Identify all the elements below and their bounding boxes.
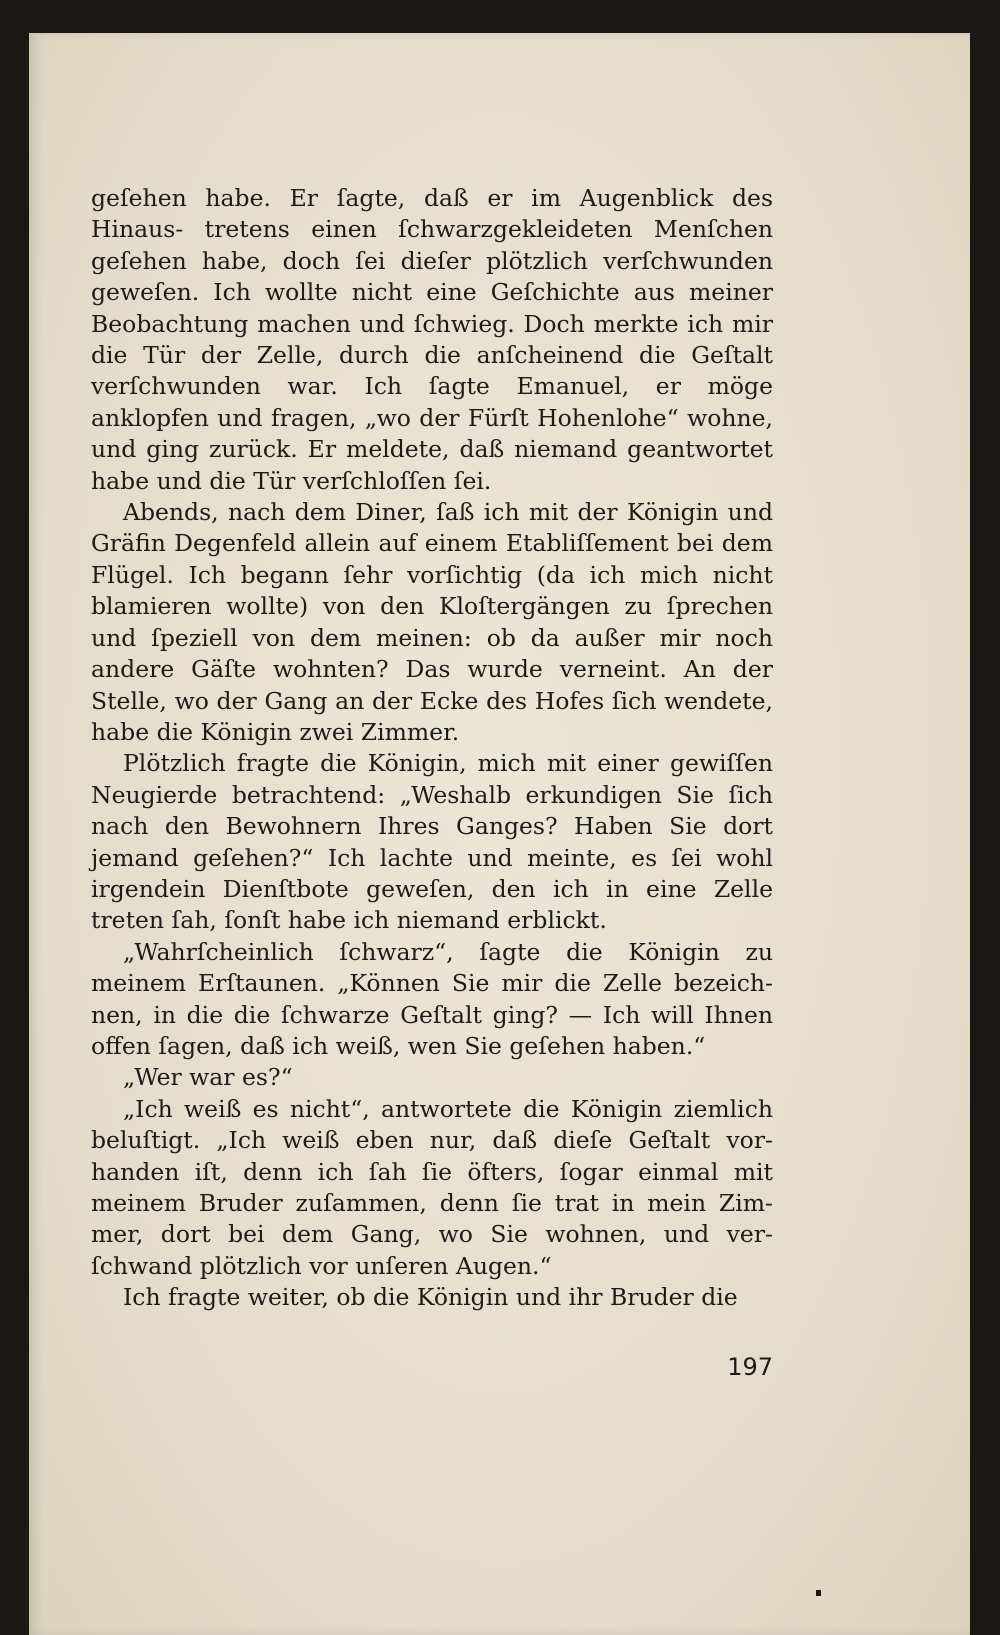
paragraph-3: Plötzlich fragte die Königin, mich mit einer gewiſſen Neugierde betrachtend: „Weshalb erkundigen Sie ſich nach den Bewohnern Ihres Ganges? Haben Sie dort jemand geſehen?“ Ich lachte und meinte, es ſei wohl irgendein Dienſtbote geweſen, den ich in eine Zelle treten ſah, ſonſt habe ich niemand erblickt. (91, 749, 773, 935)
paragraph-7: Ich fragte weiter, ob die Königin und ihr Bruder die (123, 1283, 738, 1312)
paragraph-5: „Wer war es?“ (123, 1063, 293, 1092)
paragraph-4: „Wahrſcheinlich ſchwarz“, ſagte die Königin zu meinem Erſtaunen. „Können Sie mir die Zelle bezeich- nen, in die die ſchwarze Geſtalt ging? — Ich will Ihnen offen ſagen, daß ich weiß, wen Sie geſehen haben.“ (91, 937, 773, 1060)
paragraph-2: Abends, nach dem Diner, ſaß ich mit der Königin und Gräfin Degenfeld allein auf einem Etabliſſement bei dem Flügel. Ich begann ſehr vorſichtig (da ich mich nicht blamieren wollte) von den Kloſtergängen zu ſprechen und ſpeziell von dem meinen: ob da außer mir noch andere Gäſte wohnten? Das wurde verneint. An der Stelle, wo der Gang an der Ecke des Hofes ſich wendete, habe die Königin zwei Zimmer. (91, 498, 773, 746)
paper-page (29, 33, 970, 1635)
paragraph-1: geſehen habe. Er ſagte, daß er im Augenblick des Hinaus- tretens einen ſchwarzgekleideten Menſchen geſehen habe, doch ſei dieſer plötzlich verſchwunden geweſen. Ich wollte nicht eine Geſchichte aus meiner Beobachtung machen und ſchwieg. Doch merkte ich mir die Tür der Zelle, durch die anſcheinend die Geſtalt verſchwunden war. Ich ſagte Emanuel, er möge anklopfen und fragen, „wo der Fürſt Hohenlohe“ wohne, und ging zurück. Er meldete, daß niemand geantwortet habe und die Tür verſchloſſen ſei. (91, 184, 773, 495)
body-text (91, 183, 773, 1314)
paragraph-6: „Ich weiß es nicht“, antwortete die Königin ziemlich beluſtigt. „Ich weiß eben nur, daß dieſe Geſtalt vor- handen iſt, denn ich ſah ſie öfters, ſogar einmal mit meinem Bruder zuſammen, denn ſie trat in mein Zim- mer, dort bei dem Gang, wo Sie wohnen, und ver- ſchwand plötzlich vor unſeren Augen.“ (91, 1094, 773, 1280)
page-number: 197 (727, 1353, 773, 1381)
edge-mark (816, 1590, 821, 1596)
